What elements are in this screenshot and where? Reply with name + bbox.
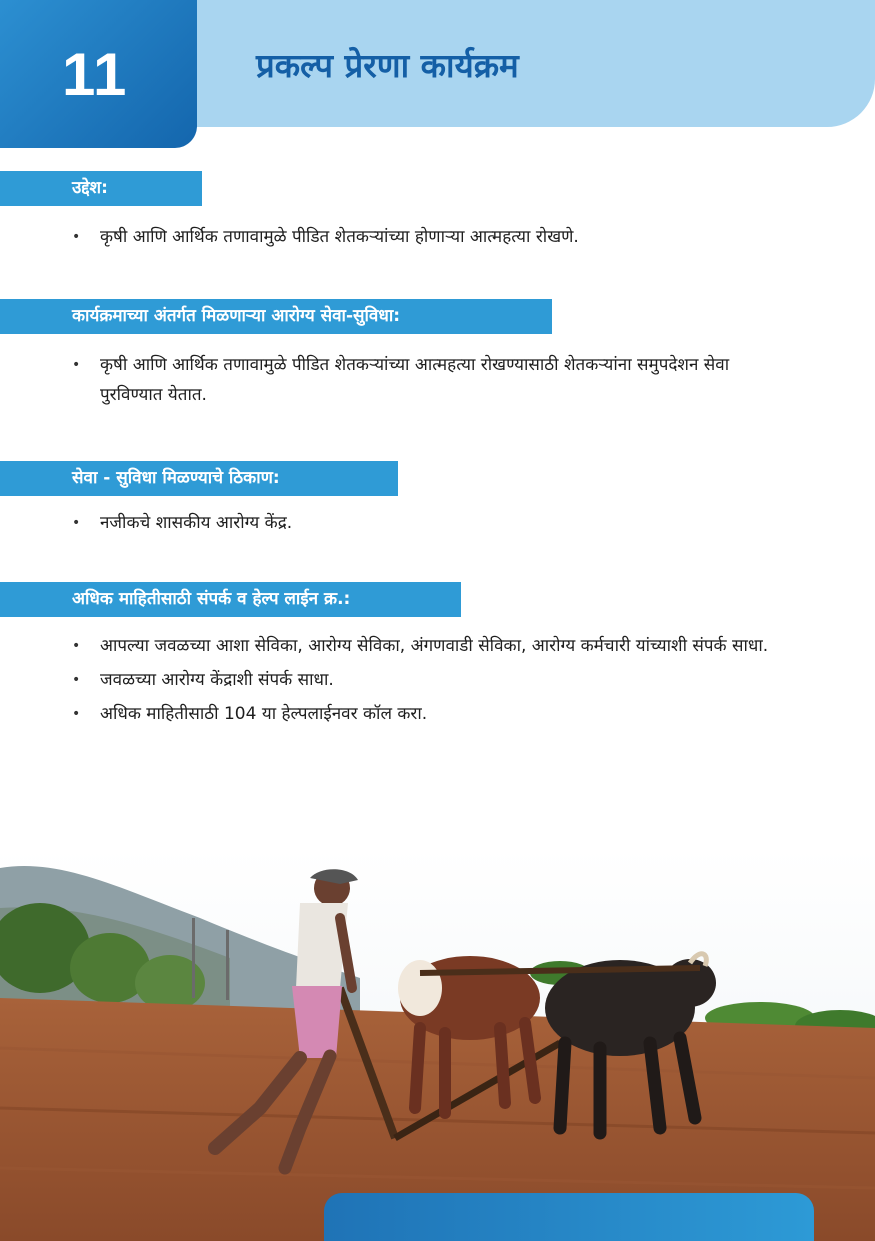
section-label-contact: अधिक माहितीसाठी संपर्क व हेल्प लाईन क्र.: [0, 582, 461, 617]
list-item: • जवळच्या आरोग्य केंद्राशी संपर्क साधा. [0, 665, 810, 695]
farmer-plowing-with-oxen-icon [0, 848, 875, 1241]
footer-bar [324, 1193, 814, 1241]
list-item: • अधिक माहितीसाठी 104 या हेल्पलाईनवर कॉल करा. [0, 699, 810, 729]
section-label-objective: उद्देश: [0, 171, 202, 206]
section-label-services: कार्यक्रमाच्या अंतर्गत मिळणाऱ्या आरोग्य सेवा-सुविधा: [0, 299, 552, 334]
page-title: प्रकल्प प्रेरणा कार्यक्रम [256, 46, 519, 85]
chapter-number-box [0, 0, 197, 148]
list-item: • कृषी आणि आर्थिक तणावामुळे पीडित शेतकऱ्यांच्या आत्महत्या रोखण्यासाठी शेतकऱ्यांना समुपदेशन सेवा पुरविण्यात येतात. [0, 350, 780, 410]
farmer-plowing-photo [0, 848, 875, 1241]
list-item: • नजीकचे शासकीय आरोग्य केंद्र. [0, 508, 800, 538]
objective-list [0, 222, 800, 256]
section-label-location: सेवा - सुविधा मिळण्याचे ठिकाण: [0, 461, 398, 496]
chapter-number: 11 [62, 41, 128, 108]
list-item: • आपल्या जवळच्या आशा सेविका, आरोग्य सेविका, अंगणवाडी सेविका, आरोग्य कर्मचारी यांच्याशी संपर्क साधा. [0, 631, 810, 661]
services-list [0, 350, 780, 414]
list-item: • कृषी आणि आर्थिक तणावामुळे पीडित शेतकऱ्यांच्या होणाऱ्या आत्महत्या रोखणे. [0, 222, 800, 252]
contact-list [0, 631, 810, 733]
location-list [0, 508, 800, 542]
